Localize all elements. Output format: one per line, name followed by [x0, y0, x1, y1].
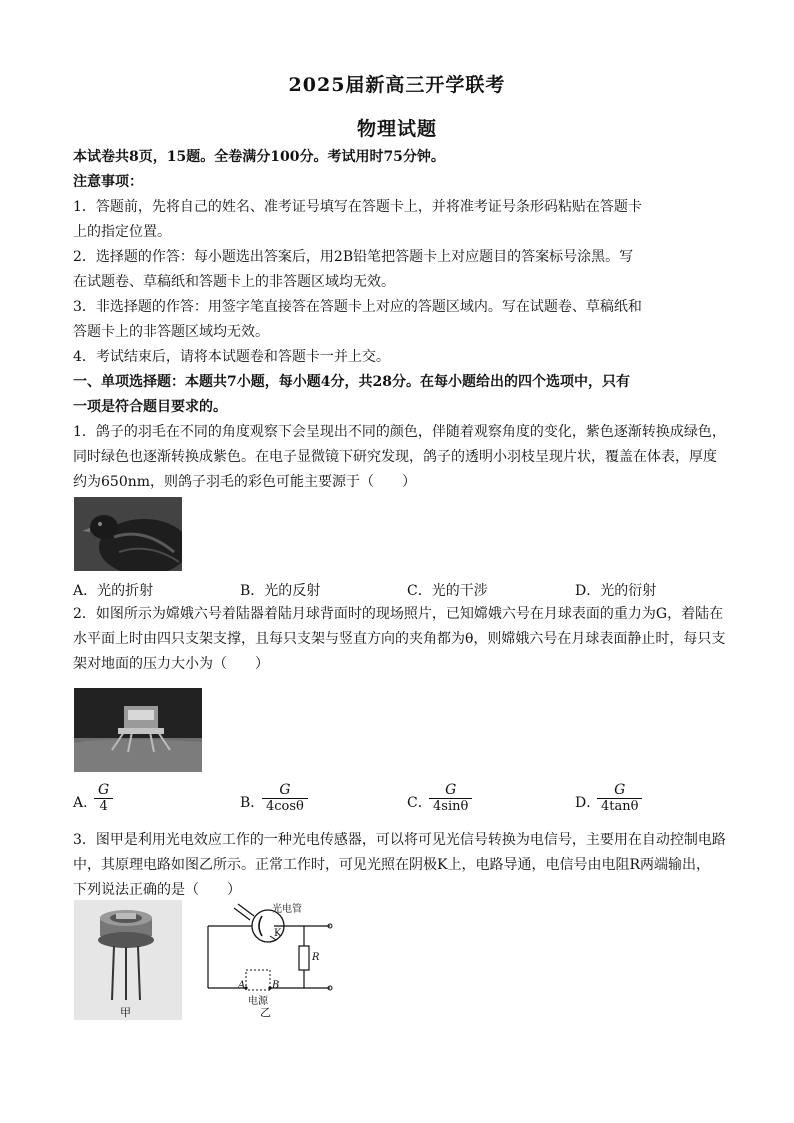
q3-text: 中，其原理电路如图乙所示。正常工作时，可见光照在阴极K上，电路导通，电信号由电阻R两端输出，: [73, 857, 710, 873]
q2-option-d-fraction[interactable]: [597, 782, 642, 814]
exam-subject: 物理试题: [356, 118, 437, 140]
fig-label-tube: 光电管: [272, 904, 302, 915]
fig-label-k: K: [274, 928, 282, 939]
fraction-numerator: G: [614, 782, 626, 798]
q2-option-a-label[interactable]: A．: [73, 795, 98, 811]
fraction-denominator: 4sinθ: [429, 798, 472, 814]
fraction-denominator: 4tanθ: [597, 798, 642, 814]
fig-label-source: 电源: [248, 996, 268, 1007]
notes-heading: 注意事项：: [73, 174, 143, 190]
note-line: 3．非选择题的作答：用签字笔直接答在答题卡上对应的答题区域内。写在试题卷、草稿纸和: [73, 299, 642, 315]
q3-text: 3．图甲是利用光电效应工作的一种光电传感器，可以将可见光信号转换为电信号，主要用在自动控制电路: [73, 832, 726, 848]
q2-option-b-label[interactable]: B．: [240, 795, 265, 811]
note-line: 答题卡上的非答题区域均无效。: [73, 324, 269, 340]
pigeon-photo: [74, 497, 182, 571]
fig-label-b: B: [272, 980, 280, 991]
note-line: 上的指定位置。: [73, 224, 171, 240]
q2-option-d-label[interactable]: D．: [575, 795, 601, 811]
fraction-numerator: G: [279, 782, 291, 798]
fig-label-jia: 甲: [120, 1006, 131, 1019]
fraction-numerator: G: [98, 782, 110, 798]
circuit-diagram: [200, 900, 336, 1020]
q2-option-c-fraction[interactable]: [429, 782, 472, 814]
q1-option-a[interactable]: A．光的折射: [73, 583, 154, 599]
note-line: 2．选择题的作答：每小题选出答案后，用2B铅笔把答题卡上对应题目的答案标号涂黑。写: [73, 249, 634, 265]
fraction-denominator: 4cosθ: [262, 798, 308, 814]
fraction-denominator: 4: [94, 798, 113, 814]
q2-option-a-fraction[interactable]: [94, 782, 113, 814]
q2-text: 2．如图所示为嫦娥六号着陆器着陆月球背面时的现场照片，已知嫦娥六号在月球表面的重力为G，着陆在: [73, 606, 724, 622]
q1-option-c[interactable]: C．光的干涉: [407, 583, 488, 599]
exam-info: 本试卷共8页，15题。全卷满分100分。考试用时75分钟。: [73, 149, 445, 165]
fig-label-r: R: [312, 952, 320, 963]
lander-photo: [74, 688, 202, 772]
fraction-numerator: G: [445, 782, 457, 798]
q2-option-b-fraction[interactable]: [262, 782, 308, 814]
sensor-photo: [74, 900, 182, 1020]
exam-title: 2025届新高三开学联考: [288, 74, 506, 96]
note-line: 在试题卷、草稿纸和答题卡上的非答题区域均无效。: [73, 274, 395, 290]
q1-text: 同时绿色也逐渐转换成紫色。在电子显微镜下研究发现，鸽子的透明小羽枝呈现片状，覆盖在体表，厚度: [73, 449, 717, 465]
q1-option-b[interactable]: B．光的反射: [240, 583, 321, 599]
note-line: 4．考试结束后，请将本试题卷和答题卡一并上交。: [73, 349, 390, 365]
q2-option-c-label[interactable]: C．: [407, 795, 432, 811]
q2-text: 架对地面的压力大小为（ ）: [73, 656, 269, 672]
q3-text: 下列说法正确的是（ ）: [73, 882, 241, 898]
section-heading: 一、单项选择题：本题共7小题，每小题4分，共28分。在每小题给出的四个选项中，只有: [73, 374, 630, 390]
section-heading-cont: 一项是符合题目要求的。: [73, 399, 227, 415]
note-line: 1．答题前，先将自己的姓名、准考证号填写在答题卡上，并将准考证号条形码粘贴在答题卡: [73, 199, 642, 215]
fig-label-a: A: [238, 980, 246, 991]
q1-text: 约为650nm，则鸽子羽毛的彩色可能主要源于（ ）: [73, 474, 417, 490]
q1-option-d[interactable]: D．光的衍射: [575, 583, 657, 599]
q2-text: 水平面上时由四只支架支撑，且每只支架与竖直方向的夹角都为θ，则嫦娥六号在月球表面静止时，每只支: [73, 631, 726, 647]
q1-text: 1．鸽子的羽毛在不同的角度观察下会呈现出不同的颜色，伴随着观察角度的变化，紫色逐渐转换成绿色，: [73, 424, 726, 440]
fig-label-yi: 乙: [260, 1006, 271, 1019]
